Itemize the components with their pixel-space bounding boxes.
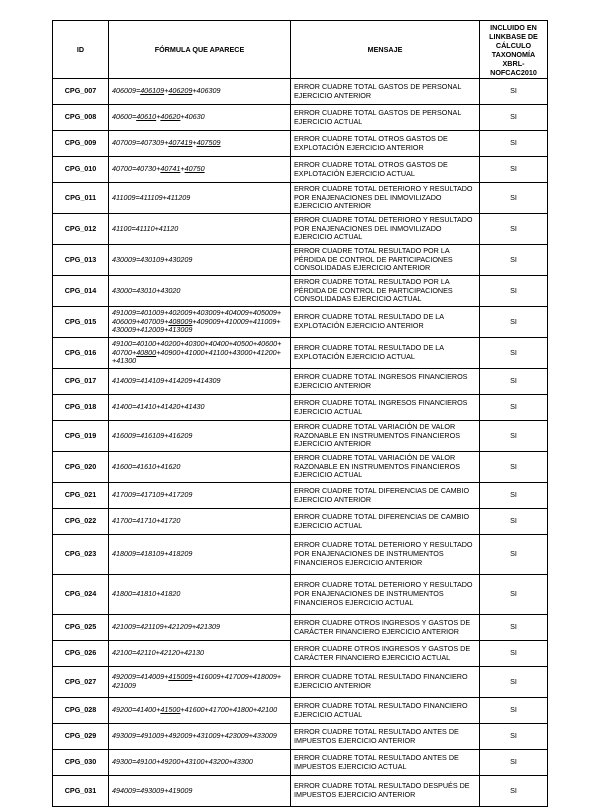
formula-part: 41800=41810+41820 [112,589,181,599]
header-message: MENSAJE [291,21,480,79]
formula-part: 408009 [168,316,193,326]
row-id: CPG_025 [53,615,109,641]
row-id: CPG_024 [53,575,109,615]
table-row [53,395,548,421]
row-included: SI [480,79,548,105]
row-message: ERROR CUADRE TOTAL DETERIORO Y RESULTADO POR ENAJENACIONES DE INSTRUMENTOS FINANCIEROS EJERCICIO ANTERIOR [291,535,480,575]
row-message: ERROR CUADRE TOTAL RESULTADO ANTES DE IMPUESTOS EJERCICIO ANTERIOR [291,724,480,750]
row-included: SI [480,395,548,421]
row-included: SI [480,698,548,724]
formula-part: 406109 [140,86,165,96]
row-included: SI [480,750,548,776]
table-row [53,509,548,535]
row-included: SI [480,509,548,535]
row-id: CPG_027 [53,667,109,698]
table-row [53,641,548,667]
formula-part: 430009=430109+430209 [112,254,193,264]
row-message: ERROR CUADRE TOTAL DETERIORO Y RESULTADO POR ENAJENACIONES DEL INMOVILIZADO EJERCICIO ACTUAL [291,214,480,245]
row-message: ERROR CUADRE TOTAL GASTOS DE PERSONAL EJERCICIO ANTERIOR [291,79,480,105]
row-formula [109,509,291,535]
formula-part: 41700=41710+41720 [112,516,181,526]
row-id: CPG_015 [53,307,109,338]
row-included: SI [480,338,548,369]
table-row [53,105,548,131]
row-formula [109,105,291,131]
header-id: ID [53,21,109,79]
row-id: CPG_026 [53,641,109,667]
formula-part: 41600=41610+41620 [112,461,181,471]
row-included: SI [480,452,548,483]
row-included: SI [480,131,548,157]
row-message: ERROR CUADRE TOTAL RESULTADO DE LA EXPLOTACIÓN EJERCICIO ANTERIOR [291,307,480,338]
row-formula [109,338,291,369]
row-formula [109,641,291,667]
table-row [53,667,548,698]
formula-part: 494009=493009+419009 [112,785,193,795]
table-row [53,575,548,615]
row-message: ERROR CUADRE TOTAL OTROS GASTOS DE EXPLOTACIÓN EJERCICIO ACTUAL [291,157,480,183]
row-id: CPG_007 [53,79,109,105]
row-id: CPG_021 [53,483,109,509]
row-id: CPG_011 [53,183,109,214]
row-id: CPG_010 [53,157,109,183]
row-id: CPG_029 [53,724,109,750]
formula-part: 40800 [136,347,157,357]
formula-part: 418009=418109+418209 [112,549,193,559]
formula-part: 493009=491009+492009+431009+423009+433009 [112,731,277,741]
row-formula [109,535,291,575]
row-id: CPG_022 [53,509,109,535]
table-header-row [53,21,548,79]
formula-part: 415009 [168,672,193,682]
formula-part: 406209 [168,86,193,96]
row-included: SI [480,214,548,245]
row-included: SI [480,641,548,667]
table-row [53,369,548,395]
row-formula [109,698,291,724]
formula-part: + [164,86,169,96]
row-included: SI [480,667,548,698]
row-id: CPG_023 [53,535,109,575]
row-message: ERROR CUADRE TOTAL INGRESOS FINANCIEROS EJERCICIO ANTERIOR [291,369,480,395]
row-id: CPG_017 [53,369,109,395]
row-included: SI [480,776,548,807]
formula-part: 43000=43010+43020 [112,285,181,295]
row-included: SI [480,615,548,641]
table-row [53,79,548,105]
row-formula [109,214,291,245]
row-message: ERROR CUADRE OTROS INGRESOS Y GASTOS DE CARÁCTER FINANCIERO EJERCICIO ANTERIOR [291,615,480,641]
row-id: CPG_030 [53,750,109,776]
formula-part: +416009+417009+418009+ 421009 [112,672,282,690]
formula-part: 40700=40730+ [112,164,161,174]
table-row [53,338,548,369]
formula-part: 40620 [160,112,181,122]
row-formula [109,79,291,105]
formula-part: 407419 [168,138,193,148]
table-row [53,131,548,157]
formula-part: 40600= [112,112,137,122]
formula-part: 491009=401009+402009+403009+404009+405009+ 406009+407009+ [112,307,282,326]
row-formula [109,395,291,421]
row-message: ERROR CUADRE TOTAL DIFERENCIAS DE CAMBIO EJERCICIO ANTERIOR [291,483,480,509]
row-message: ERROR CUADRE TOTAL RESULTADO POR LA PÉRDIDA DE CONTROL DE PARTICIPACIONES CONSOLIDADAS EJERCICIO ACTUAL [291,276,480,307]
row-message: ERROR CUADRE TOTAL GASTOS DE PERSONAL EJERCICIO ACTUAL [291,105,480,131]
formula-part: 40741 [160,164,181,174]
table-row [53,307,548,338]
formula-part: 421009=421109+421209+421309 [112,622,220,632]
row-included: SI [480,369,548,395]
formula-part: 40610 [136,112,157,122]
formula-part: +40630 [180,112,205,122]
formula-part: +406309 [192,86,221,96]
table-row [53,276,548,307]
row-id: CPG_020 [53,452,109,483]
formula-part: 411009=411109+411209 [112,192,191,202]
row-formula [109,245,291,276]
row-formula [109,421,291,452]
row-message: ERROR CUADRE TOTAL DIFERENCIAS DE CAMBIO EJERCICIO ACTUAL [291,509,480,535]
row-included: SI [480,157,548,183]
row-formula [109,667,291,698]
table-row [53,750,548,776]
formula-part: 492009=414009+ [112,672,169,682]
table-row [53,183,548,214]
row-message: ERROR CUADRE TOTAL DETERIORO Y RESULTADO POR ENAJENACIONES DEL INMOVILIZADO EJERCICIO ANTERIOR [291,183,480,214]
row-id: CPG_008 [53,105,109,131]
row-message: ERROR CUADRE TOTAL RESULTADO FINANCIERO EJERCICIO ACTUAL [291,698,480,724]
row-included: SI [480,535,548,575]
formula-part: 41400=41410+41420+41430 [112,402,205,412]
formula-part: 406009= [112,86,141,96]
row-id: CPG_018 [53,395,109,421]
row-id: CPG_031 [53,776,109,807]
row-formula [109,307,291,338]
formula-part: 417009=417109+417209 [112,490,193,500]
table-row [53,157,548,183]
row-message: ERROR CUADRE OTROS INGRESOS Y GASTOS DE CARÁCTER FINANCIERO EJERCICIO ACTUAL [291,641,480,667]
row-formula [109,157,291,183]
row-message: ERROR CUADRE TOTAL RESULTADO POR LA PÉRDIDA DE CONTROL DE PARTICIPACIONES CONSOLIDADAS EJERCICIO ANTERIOR [291,245,480,276]
row-message: ERROR CUADRE TOTAL RESULTADO DESPUÉS DE IMPUESTOS EJERCICIO ANTERIOR [291,776,480,807]
formula-part: 414009=414109+414209+414309 [112,376,221,386]
row-id: CPG_012 [53,214,109,245]
formula-part: 407509 [196,138,221,148]
row-message: ERROR CUADRE TOTAL DETERIORO Y RESULTADO POR ENAJENACIONES DE INSTRUMENTOS FINANCIEROS EJERCICIO ACTUAL [291,575,480,615]
row-formula [109,131,291,157]
row-included: SI [480,183,548,214]
formula-part: 41100=41110+41120 [112,223,179,233]
row-message: ERROR CUADRE TOTAL INGRESOS FINANCIEROS EJERCICIO ACTUAL [291,395,480,421]
formula-part: + [192,138,197,148]
row-included: SI [480,421,548,452]
row-included: SI [480,276,548,307]
formula-part: + [180,164,185,174]
row-included: SI [480,105,548,131]
row-formula [109,615,291,641]
formula-part: 40750 [184,164,205,174]
header-included: INCLUIDO EN LINKBASE DE CÁLCULO TAXONOMÍA XBRL-NOFCAC2010 [480,21,548,79]
row-id: CPG_016 [53,338,109,369]
formula-part: 49300=49100+49200+43100+43200+43300 [112,757,253,767]
row-formula [109,276,291,307]
formula-part: +409009+410009+411009+ 430009+412009+413009 [112,316,281,335]
formula-part: +41600+41700+41800+42100 [180,705,278,715]
row-included: SI [480,307,548,338]
row-message: ERROR CUADRE TOTAL VARIACIÓN DE VALOR RAZONABLE EN INSTRUMENTOS FINANCIEROS EJERCICIO ANTERIOR [291,421,480,452]
row-formula [109,724,291,750]
row-included: SI [480,575,548,615]
row-id: CPG_028 [53,698,109,724]
row-formula [109,369,291,395]
table-row [53,615,548,641]
formula-part: + [156,112,161,122]
formula-part: 42100=42110+42120+42130 [112,648,205,658]
table-row [53,698,548,724]
row-message: ERROR CUADRE TOTAL RESULTADO FINANCIERO EJERCICIO ANTERIOR [291,667,480,698]
table-row [53,535,548,575]
row-message: ERROR CUADRE TOTAL OTROS GASTOS DE EXPLOTACIÓN EJERCICIO ANTERIOR [291,131,480,157]
row-id: CPG_014 [53,276,109,307]
row-id: CPG_013 [53,245,109,276]
row-formula [109,483,291,509]
row-message: ERROR CUADRE TOTAL VARIACIÓN DE VALOR RAZONABLE EN INSTRUMENTOS FINANCIEROS EJERCICIO ACTUAL [291,452,480,483]
row-included: SI [480,483,548,509]
formula-part: 49100=40100+40200+40300+40400+40500+40600+ 40700+ [112,338,282,357]
formula-part: +40900+41000+41100+43000+41200+ +41300 [112,347,281,366]
table-row [53,483,548,509]
row-formula [109,575,291,615]
table-row [53,214,548,245]
row-message: ERROR CUADRE TOTAL RESULTADO ANTES DE IMPUESTOS EJERCICIO ACTUAL [291,750,480,776]
row-formula [109,776,291,807]
row-id: CPG_009 [53,131,109,157]
formula-part: 407009=407309+ [112,138,169,148]
table-row [53,421,548,452]
row-formula [109,750,291,776]
row-formula [109,183,291,214]
table-row [53,245,548,276]
row-message: ERROR CUADRE TOTAL RESULTADO DE LA EXPLOTACIÓN EJERCICIO ACTUAL [291,338,480,369]
formula-part: 416009=416109+416209 [112,430,193,440]
row-formula [109,452,291,483]
row-id: CPG_019 [53,421,109,452]
row-included: SI [480,245,548,276]
table-row [53,452,548,483]
validation-table [52,20,548,807]
table-row [53,776,548,807]
table-row [53,724,548,750]
row-included: SI [480,724,548,750]
header-formula: FÓRMULA QUE APARECE [109,21,291,79]
formula-part: 41500 [160,705,181,715]
formula-part: 49200=41400+ [112,705,161,715]
